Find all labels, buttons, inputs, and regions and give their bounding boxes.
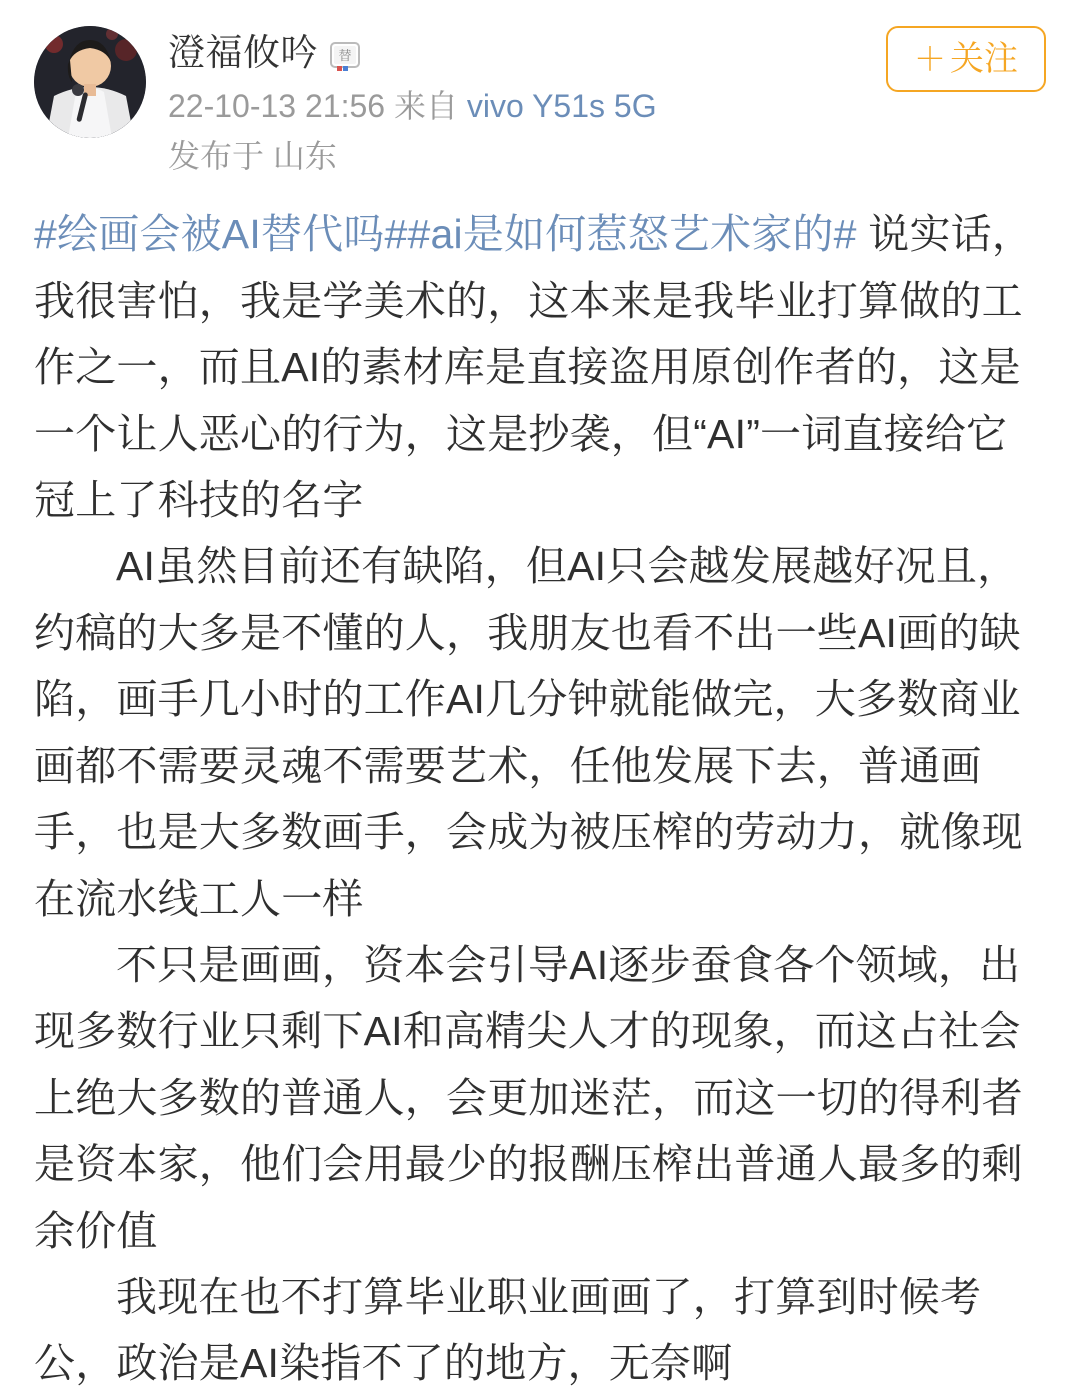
follow-button-label: 关注 xyxy=(950,40,1018,78)
post-content xyxy=(34,201,1046,1396)
post-paragraph-3: 不只是画画，资本会引导AI逐步蚕食各个领域，出现多数行业只剩下AI和高精尖人才的现象，而这占社会上绝大多数的普通人，会更加迷茫，而这一切的得利者是资本家，他们会用最少的报酬压榨出普通人最多的剩余价值 xyxy=(34,941,1023,1254)
post-location: 发布于 山东 xyxy=(168,137,337,174)
author-name[interactable]: 澄福攸吟 xyxy=(168,32,318,73)
post-paragraph-1 xyxy=(34,201,1046,533)
post-paragraph-2: AI虽然目前还有缺陷，但AI只会越发展越好况且，约稿的大多是不懂的人，我朋友也看不出一些AI画的缺陷，画手几小时的工作AI几分钟就能做完，大多数商业画都不需要灵魂不需要艺术，任他发展下去，普通画手，也是大多数画手，会成为被压榨的劳动力，就像现在流水线工人一样 xyxy=(34,543,1023,922)
post-paragraph-1-text: 说实话，我很害怕，我是学美术的，这本来是我毕业打算做的工作之一，而且AI的素材库是直接盗用原创作者的，这是一个让人恶心的行为，这是抄袭，但“AI”一词直接给它冠上了科技的名字 xyxy=(34,211,1034,524)
post-meta xyxy=(168,86,1046,128)
post-source[interactable]: vivo Y51s 5G xyxy=(466,88,657,125)
source-prefix: 来自 xyxy=(393,88,458,125)
topic-link-2[interactable]: #ai是如何惹怒艺术家的# xyxy=(407,211,857,258)
svg-text:替: 替 xyxy=(338,48,352,64)
post-paragraph-4: 我现在也不打算毕业职业画画了，打算到时候考公，政治是AI染指不了的地方，无奈啊 xyxy=(34,1273,982,1387)
plus-icon: ＋ xyxy=(913,41,946,77)
post-timestamp: 22-10-13 21:56 xyxy=(168,88,386,125)
member-badge-icon xyxy=(328,38,362,72)
avatar[interactable] xyxy=(34,26,146,138)
follow-button[interactable] xyxy=(886,26,1046,92)
topic-link-1[interactable]: #绘画会被AI替代吗# xyxy=(34,211,408,258)
